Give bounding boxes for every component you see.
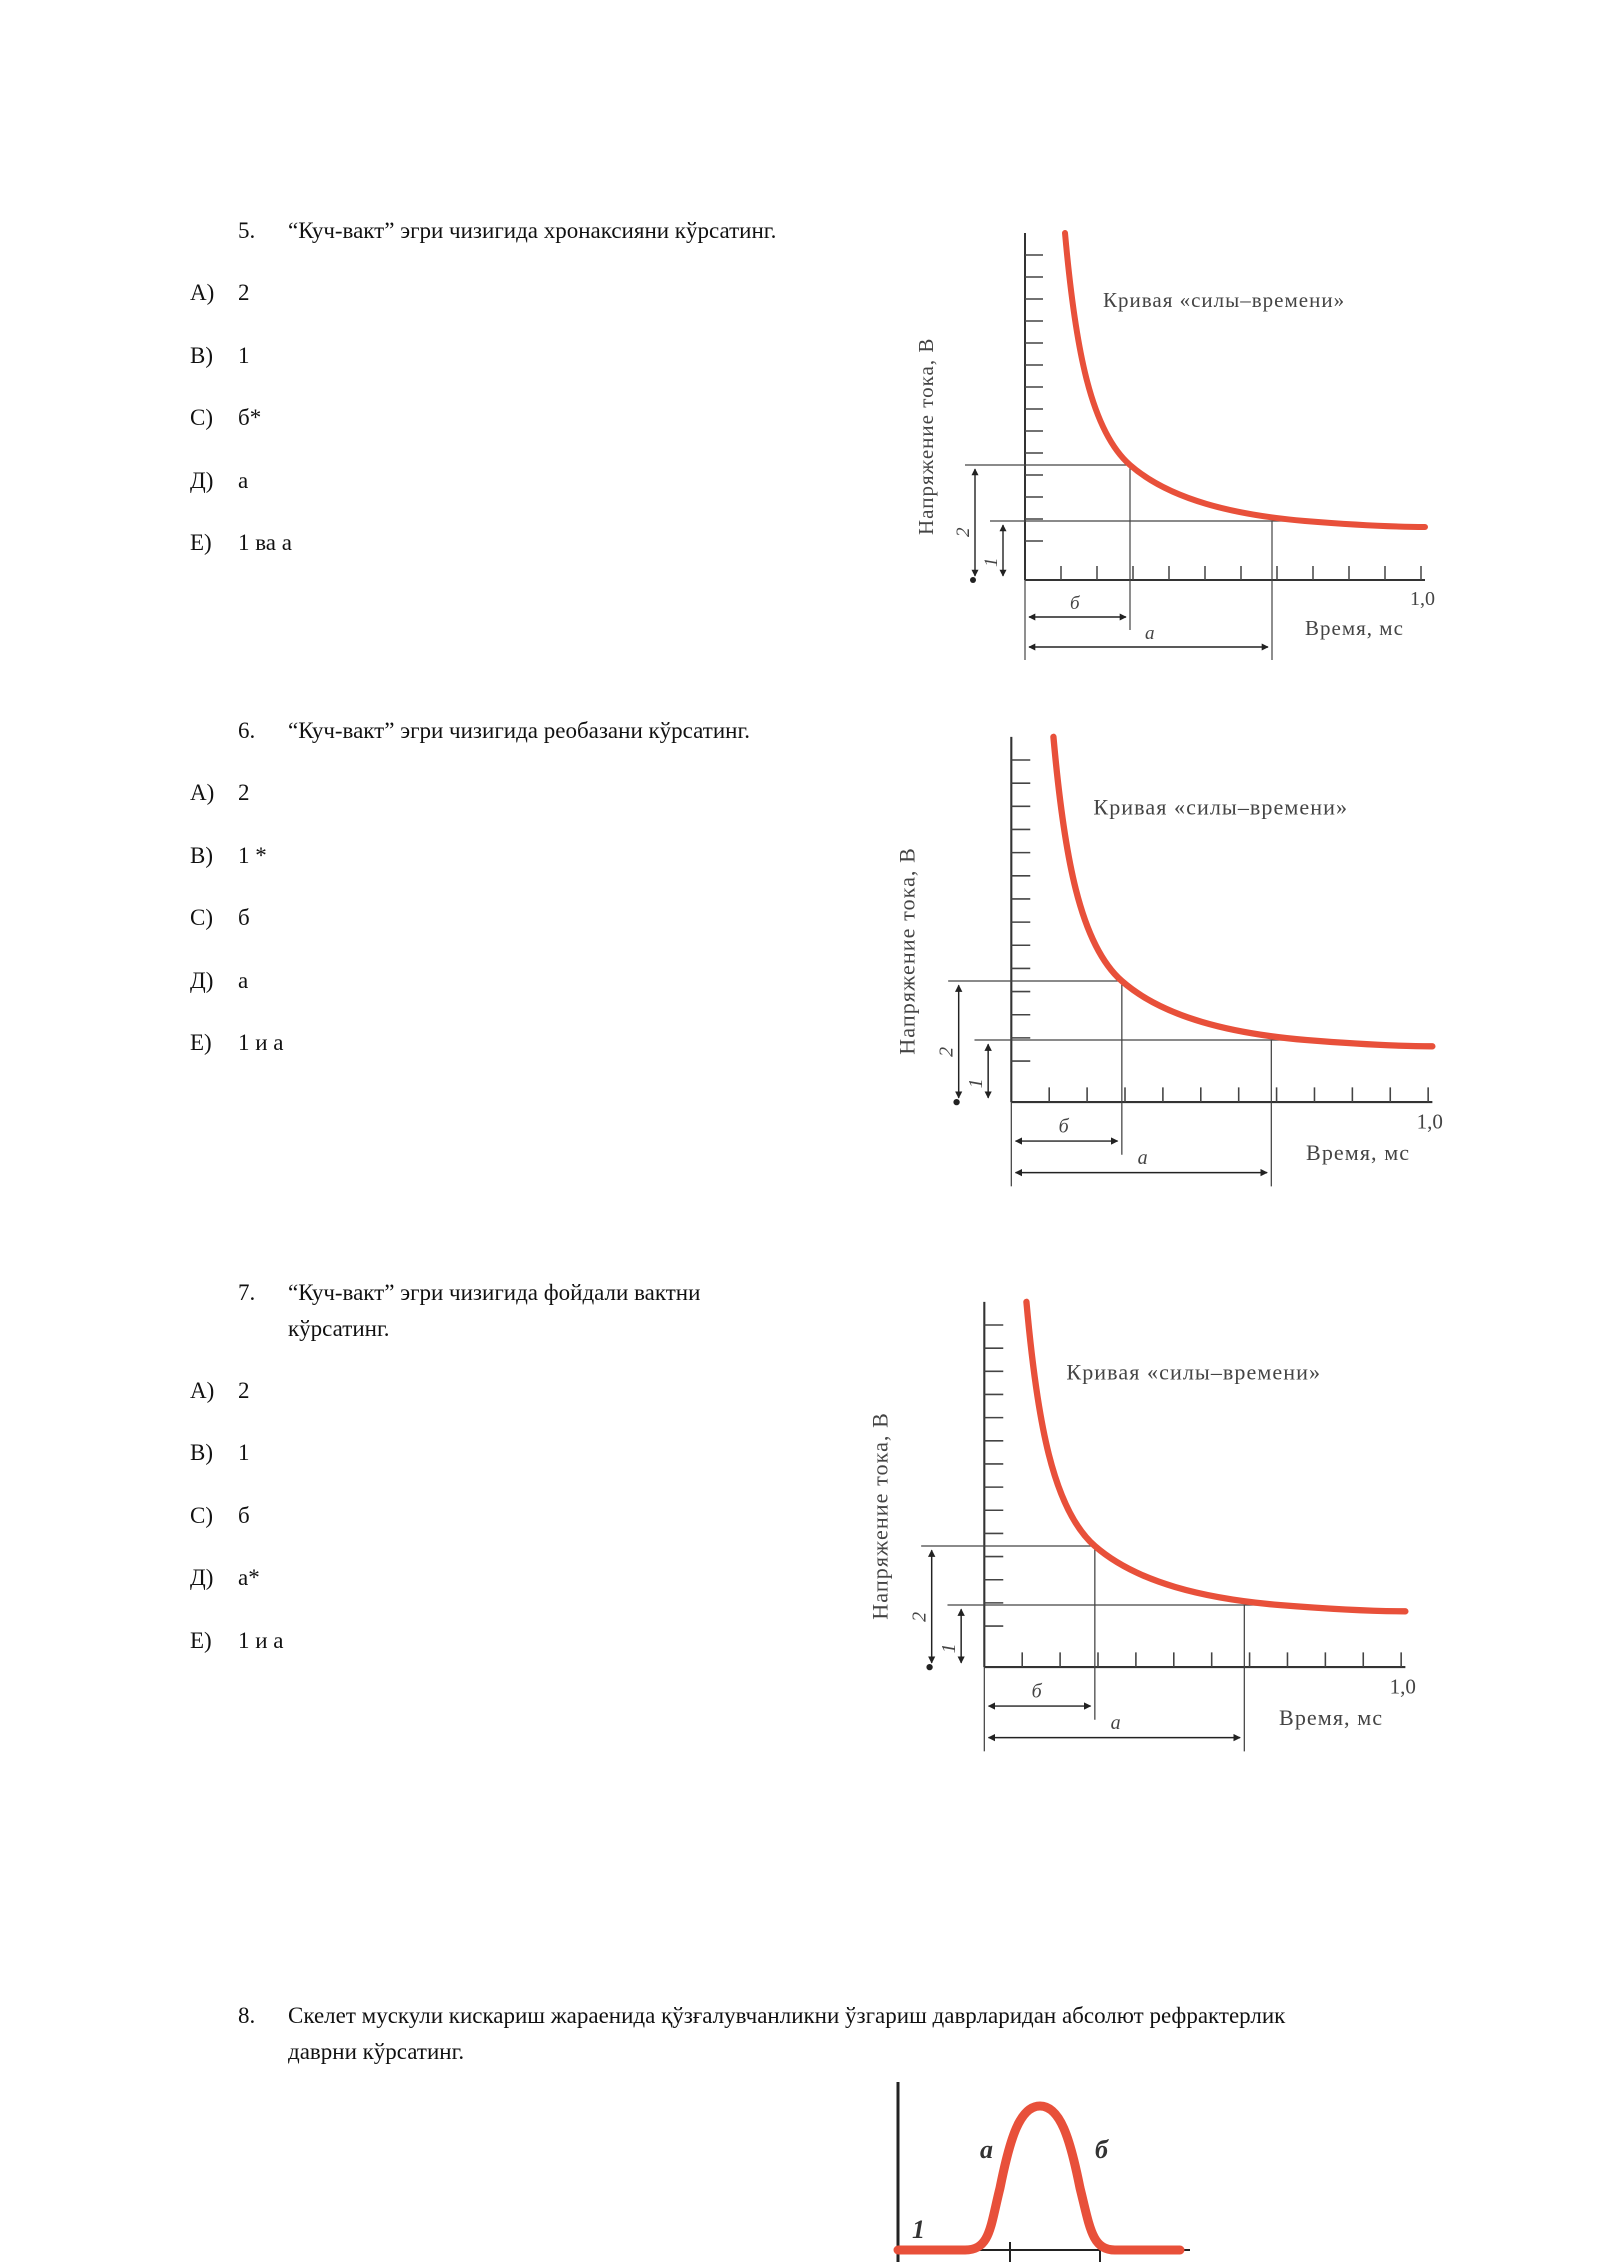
option-e[interactable] (190, 1027, 284, 1059)
option-value: 1 и а (238, 1030, 284, 1055)
question-text: “Куч-вакт” эгри чизигида хронаксияни кўрсатинг. (288, 218, 777, 243)
option-value: б (238, 905, 250, 930)
option-e[interactable] (190, 1625, 284, 1657)
option-value: б (238, 1503, 250, 1528)
option-a[interactable] (190, 1375, 250, 1407)
option-a[interactable] (190, 277, 250, 309)
option-d[interactable] (190, 465, 248, 497)
label-a: а (1145, 623, 1155, 644)
option-letter: E) (190, 1628, 212, 1653)
option-value: а* (238, 1565, 260, 1590)
strength-duration-curve (1026, 1302, 1405, 1611)
option-letter: C) (190, 1503, 213, 1528)
option-letter: E) (190, 1030, 212, 1055)
x-axis-label: Время, мс (1306, 1140, 1411, 1165)
question-text: “Куч-вакт” эгри чизигида реобазани кўрсатинг. (288, 718, 751, 743)
option-value: 1 * (238, 843, 267, 868)
origin-dot (953, 1099, 959, 1105)
option-letter: B) (190, 343, 213, 368)
option-value: 1 ва а (238, 530, 292, 555)
label-b: б (1031, 1680, 1042, 1703)
option-letter: B) (190, 1440, 213, 1465)
strength-duration-chart-q5 (905, 225, 1475, 665)
strength-duration-curve (1065, 233, 1425, 527)
option-value: б* (238, 405, 262, 430)
option-letter: Д) (190, 1565, 214, 1590)
option-b[interactable] (190, 340, 250, 372)
action-potential-curve (898, 2106, 1180, 2250)
option-value: а (238, 968, 249, 993)
y-axis-label: Напряжение тока, В (914, 337, 938, 535)
question-number: 5. (238, 218, 256, 243)
question-number: 8. (238, 2003, 256, 2028)
label-b: б (1070, 593, 1080, 614)
option-value: 2 (238, 1378, 250, 1403)
label-a: а (1137, 1147, 1148, 1170)
option-letter: Д) (190, 968, 214, 993)
option-b[interactable] (190, 1437, 250, 1469)
strength-duration-chart-q6 (885, 725, 1485, 1195)
origin-dot (970, 577, 976, 583)
label-a: а (1110, 1712, 1121, 1735)
option-d[interactable] (190, 1562, 260, 1594)
question-text-line2: кўрсатинг. (288, 1316, 390, 1341)
label-2: 2 (953, 527, 974, 537)
option-letter: C) (190, 905, 213, 930)
option-e[interactable] (190, 527, 292, 559)
curve-label: Кривая «силы–времени» (1066, 1359, 1322, 1385)
option-value: 1 и а (238, 1628, 284, 1653)
label-2: 2 (908, 1611, 931, 1622)
label-a: а (980, 2135, 993, 2164)
option-value: 1 (238, 343, 250, 368)
option-value: 1 (238, 1440, 250, 1465)
y-axis-label: Напряжение тока, В (867, 1412, 893, 1620)
x-axis-label: Время, мс (1279, 1705, 1384, 1730)
curve-label: Кривая «силы–времени» (1103, 288, 1346, 312)
origin-dot (926, 1664, 932, 1670)
option-value: 2 (238, 280, 250, 305)
option-b[interactable] (190, 840, 267, 872)
option-a[interactable] (190, 777, 250, 809)
label-b: б (1058, 1115, 1069, 1138)
option-c[interactable] (190, 402, 261, 434)
x-axis-label: Время, мс (1305, 616, 1404, 640)
label-1: 1 (964, 1078, 987, 1089)
option-value: а (238, 468, 249, 493)
option-value: 2 (238, 780, 250, 805)
option-d[interactable] (190, 965, 248, 997)
question-text-line1: “Куч-вакт” эгри чизигида фойдали вактни (288, 1280, 701, 1305)
option-letter: C) (190, 405, 213, 430)
label-1: 1 (912, 2215, 925, 2244)
x-max-label: 1,0 (1416, 1109, 1443, 1134)
curve-label: Кривая «силы–времени» (1093, 794, 1349, 820)
question-text-line2: даврни кўрсатинг. (288, 2039, 465, 2064)
excitability-chart-q8 (880, 2078, 1200, 2262)
x-max-label: 1,0 (1410, 588, 1435, 610)
strength-duration-chart-q7 (858, 1290, 1458, 1760)
question-number: 6. (238, 718, 256, 743)
label-1: 1 (937, 1643, 960, 1654)
option-letter: B) (190, 843, 213, 868)
option-letter: A) (190, 280, 215, 305)
option-letter: A) (190, 780, 215, 805)
option-c[interactable] (190, 1500, 250, 1532)
option-letter: Д) (190, 468, 214, 493)
x-max-label: 1,0 (1389, 1674, 1416, 1699)
option-letter: E) (190, 530, 212, 555)
label-b: б (1095, 2135, 1108, 2164)
y-axis-label: Напряжение тока, В (894, 847, 920, 1055)
option-letter: A) (190, 1378, 215, 1403)
question-text-line1: Скелет мускули кискариш жараенида қўзғалувчанликни ўзгариш даврларидан абсолют рефрактерлик (288, 2003, 1286, 2028)
label-1: 1 (981, 557, 1002, 567)
strength-duration-curve (1053, 737, 1432, 1046)
option-c[interactable] (190, 902, 250, 934)
question-number: 7. (238, 1280, 256, 1305)
label-2: 2 (935, 1046, 958, 1057)
